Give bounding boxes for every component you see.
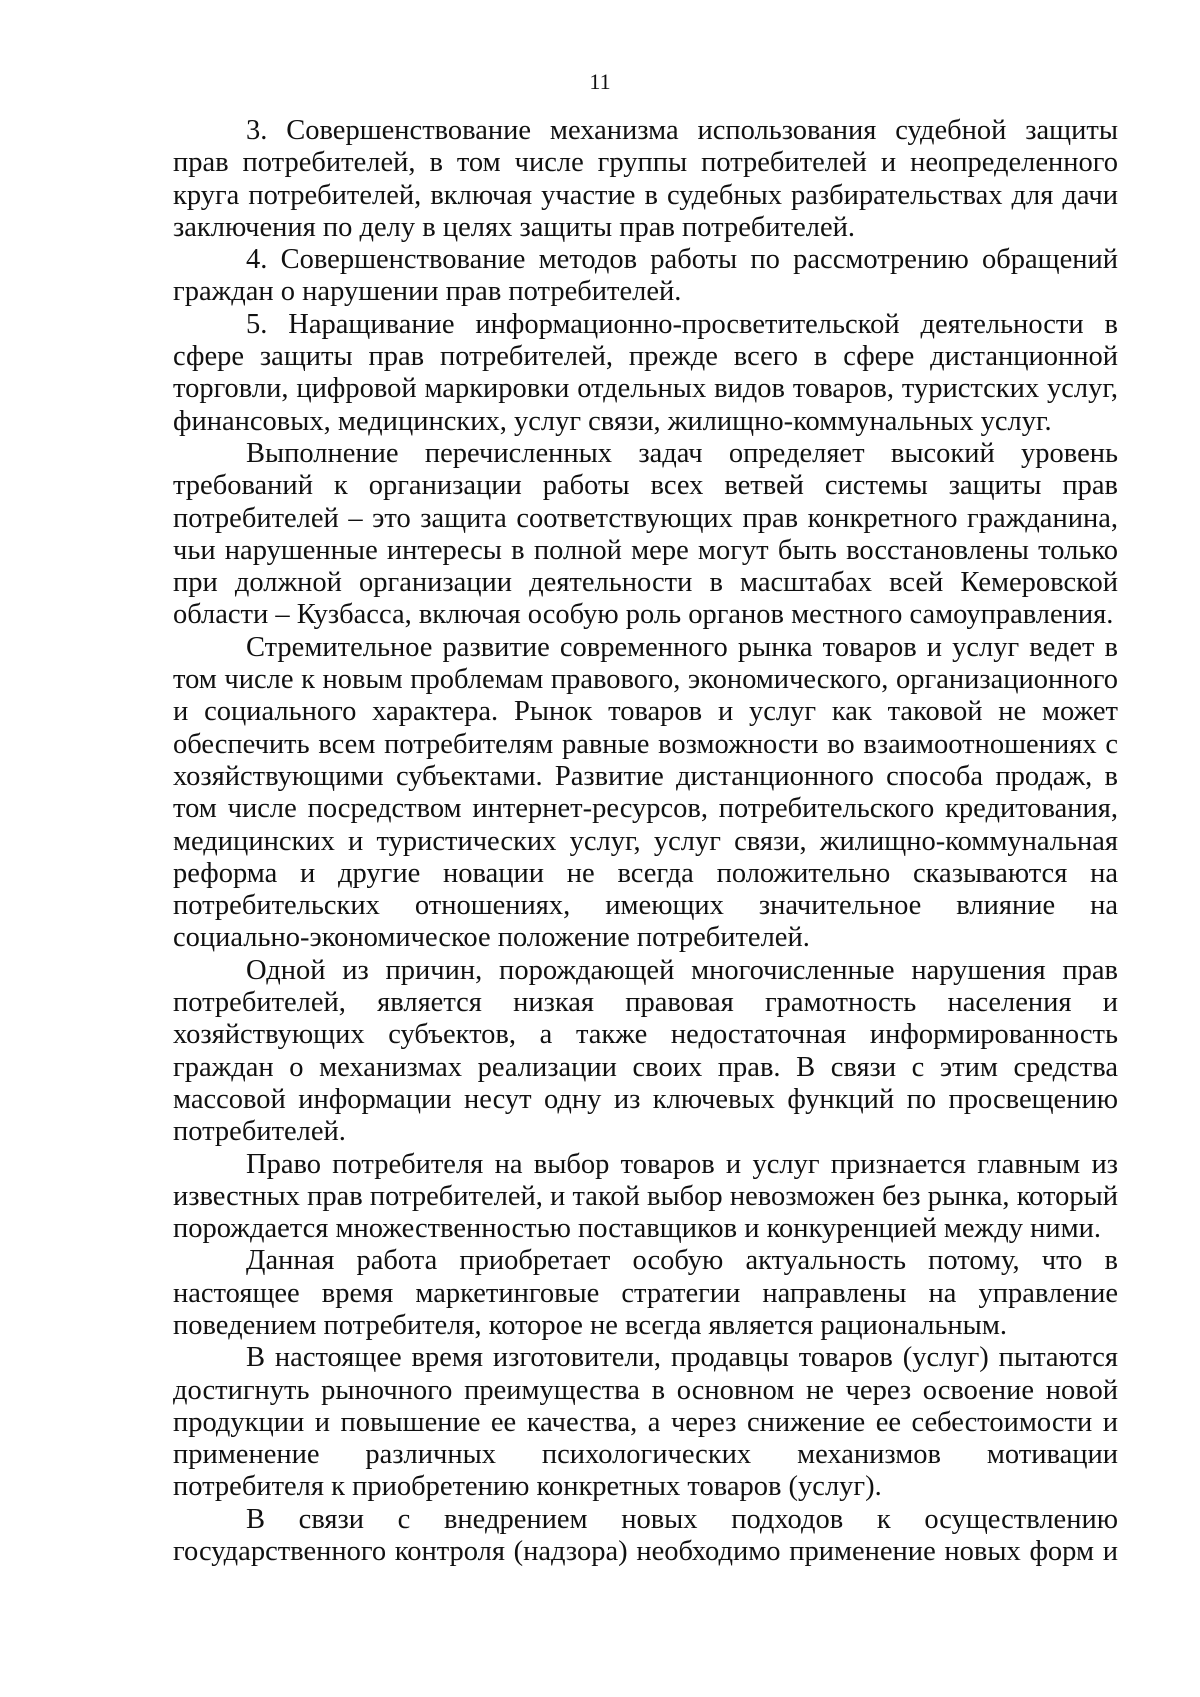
paragraph-legal-literacy: Одной из причин, порождающей многочисленные нарушения прав потребителей, является низкая правовая грамотность населения и хозяйствующих субъектов, а также недостаточная информированность граждан о механизмах реализации своих прав. В связи с этим средства массовой информации несут одну из ключевых функций по просвещению потребителей. — [173, 954, 1118, 1148]
paragraph-right-of-choice: Право потребителя на выбор товаров и услуг признается главным из известных прав потребителей, и такой выбор невозможен без рынка, который порождается множественностью поставщиков и конкуренцией между ними. — [173, 1148, 1118, 1245]
paragraph-requirements: Выполнение перечисленных задач определяет высокий уровень требований к организации работы всех ветвей системы защиты прав потребителей – это защита соответствующих прав конкретного гражданина, чьи нарушенные интересы в полной мере могут быть восстановлены только при должной организации деятельности в масштабах всей Кемеровской области – Кузбасса, включая особую роль органов местного самоуправления. — [173, 437, 1118, 631]
paragraph-state-control: В связи с внедрением новых подходов к осуществлению государственного контроля (надзора) необходимо применение новых форм и — [173, 1503, 1118, 1568]
paragraph-item-3-court-protection: 3. Совершенствование механизма использования судебной защиты прав потребителей, в том числе группы потребителей и неопределенного круга потребителей, включая участие в судебных разбирательствах для дачи заключения по делу в целях защиты прав потребителей. — [173, 115, 1118, 243]
paragraph-market-development: Стремительное развитие современного рынка товаров и услуг ведет в том числе к новым проблемам правового, экономического, организационного и социального характера. Рынок товаров и услуг как таковой не может обеспечить всем потребителям равные возможности во взаимоотношениях с хозяйствующими субъектами. Развитие дистанционного способа продаж, в том числе посредством интернет-ресурсов, потребительского кредитования, медицинских и туристических услуг, услуг связи, жилищно-коммунальная реформа и другие новации не всегда положительно сказываются на потребительских отношениях, имеющих значительное влияние на социально-экономическое положение потребителей. — [173, 631, 1118, 954]
paragraph-item-5-education: 5. Наращивание информационно-просветительской деятельности в сфере защиты прав потребителей, прежде всего в сфере дистанционной торговли, цифровой маркировки отдельных видов товаров, туристских услуг, финансовых, медицинских, услуг связи, жилищно-коммунальных услуг. — [173, 308, 1118, 437]
document-body — [173, 115, 1118, 1568]
paragraph-item-4-complaints: 4. Совершенствование методов работы по рассмотрению обращений граждан о нарушении прав потребителей. — [173, 244, 1118, 308]
page-number: 11 — [589, 69, 611, 94]
paragraph-manufacturers: В настоящее время изготовители, продавцы товаров (услуг) пытаются достигнуть рыночного преимущества в основном не через освоение новой продукции и повышение ее качества, а через снижение ее себестоимости и применение различных психологических механизмов мотивации потребителя к приобретению конкретных товаров (услуг). — [173, 1342, 1118, 1503]
paragraph-relevance: Данная работа приобретает особую актуальность потому, что в настоящее время маркетинговые стратегии направлены на управление поведением потребителя, которое не всегда является рациональным. — [173, 1245, 1118, 1341]
